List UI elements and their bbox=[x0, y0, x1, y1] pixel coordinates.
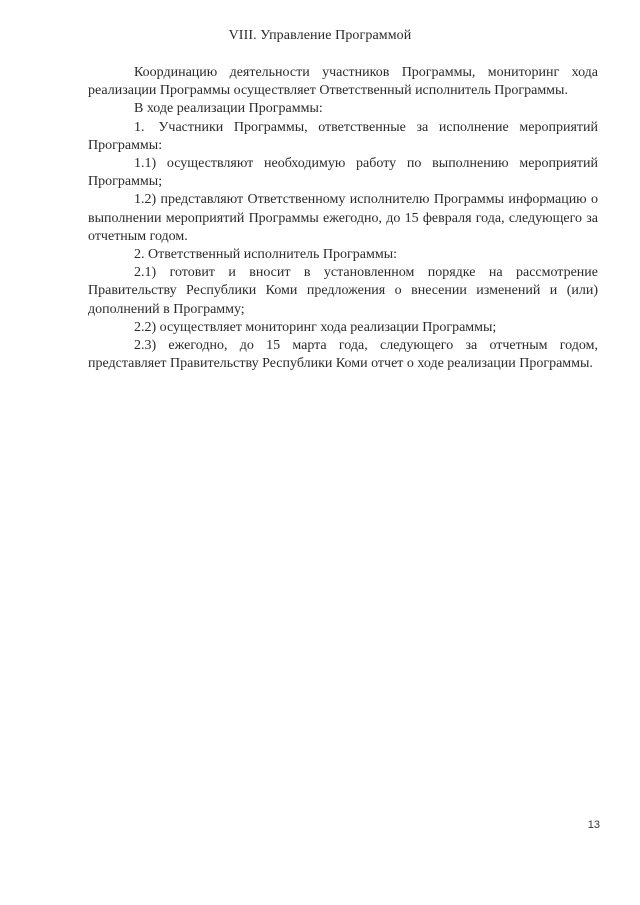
paragraph-item-1-1: 1.1) осуществляют необходимую работу по выполнению мероприятий Программы; bbox=[88, 156, 598, 190]
paragraph-item-1: 1. Участники Программы, ответственные за исполнение мероприятий Программы: bbox=[88, 119, 598, 153]
paragraph-item-1-2: 1.2) представляют Ответственному исполнителю Программы информацию о выполнении мероприятий Программы ежегодно, до 15 февраля года, следующего за отчетным годом. bbox=[88, 192, 598, 244]
paragraph-item-2-2: 2.2) осуществляет мониторинг хода реализации Программы; bbox=[134, 319, 497, 335]
section-body bbox=[88, 64, 598, 373]
paragraph-item-2: 2. Ответственный исполнитель Программы: bbox=[134, 247, 397, 263]
paragraph-item-2-3: 2.3) ежегодно, до 15 марта года, следующего за отчетным годом, представляет Правительству Республики Коми отчет о ходе реализации Программы. bbox=[88, 338, 598, 372]
section-title: VIII. Управление Программой bbox=[228, 28, 412, 43]
page-number: 13 bbox=[587, 819, 600, 831]
paragraph-item-2-1: 2.1) готовит и вносит в установленном порядке на рассмотрение Правительству Республики Коми предложения о внесении изменений и (или) дополнений в Программу; bbox=[88, 265, 598, 317]
paragraph-implementation-intro: В ходе реализации Программы: bbox=[134, 101, 323, 117]
paragraph-coordination: Координацию деятельности участников Программы, мониторинг хода реализации Программы осуществляет Ответственный исполнитель Программы. bbox=[88, 65, 598, 99]
